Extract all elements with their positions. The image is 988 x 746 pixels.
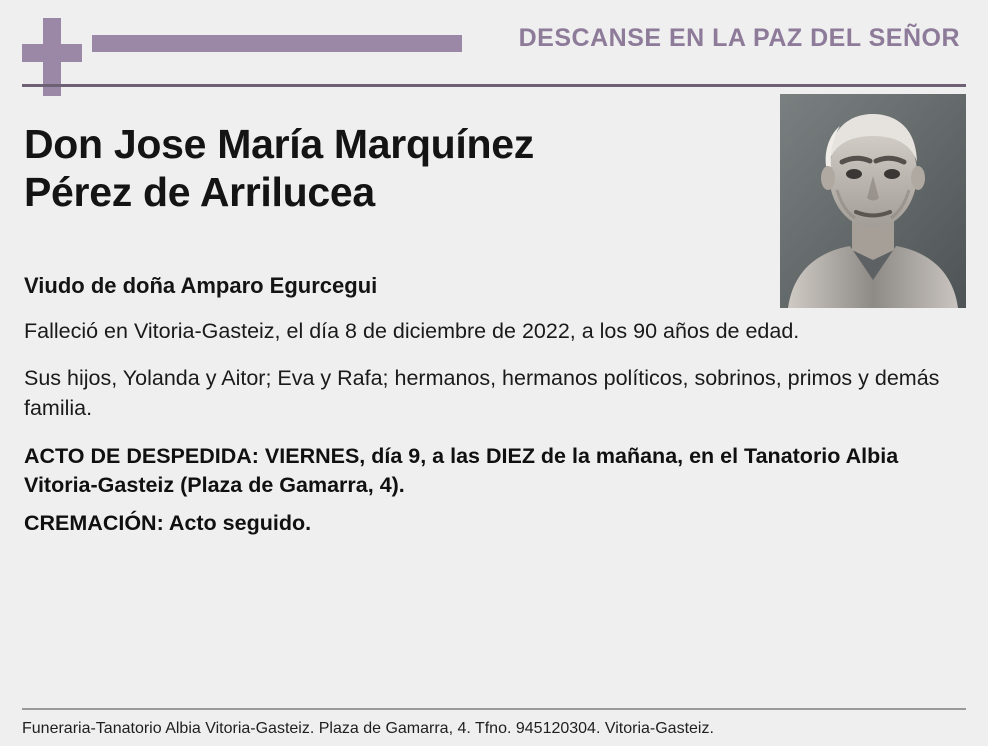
notice-header xyxy=(0,0,988,96)
portrait-photo xyxy=(780,94,966,308)
header-banner-text: DESCANSE EN LA PAZ DEL SEÑOR xyxy=(518,24,960,52)
survivors-text: Sus hijos, Yolanda y Aitor; Eva y Rafa; hermanos, hermanos políticos, sobrinos, primos y demás familia. xyxy=(24,366,940,421)
spouse-relation: Viudo de doña Amparo Egurcegui xyxy=(24,272,378,298)
deceased-name-line-1: Don Jose María Marquínez xyxy=(24,121,534,167)
cross-horizontal-bar xyxy=(22,44,82,62)
deceased-name xyxy=(24,120,744,217)
funeral-home-info: Funeraria-Tanatorio Albia Vitoria-Gasteiz. Plaza de Gamarra, 4. Tfno. 945120304. Vitoria-Gasteiz. xyxy=(22,720,714,737)
header-divider xyxy=(22,84,966,87)
portrait-image xyxy=(780,94,966,308)
deceased-name-line-2: Pérez de Arrilucea xyxy=(24,169,375,216)
notice-body xyxy=(24,120,940,536)
cremation-text: CREMACIÓN: Acto seguido. xyxy=(24,511,312,536)
footer-divider xyxy=(22,708,966,710)
farewell-act-text: ACTO DE DESPEDIDA: VIERNES, día 9, a las DIEZ de la mañana, en el Tanatorio Albia Vitoria-Gasteiz (Plaza de Gamarra, 4). xyxy=(24,443,899,498)
header-accent-bar xyxy=(92,35,462,52)
death-notice-text: Falleció en Vitoria-Gasteiz, el día 8 de diciembre de 2022, a los 90 años de edad. xyxy=(24,318,800,343)
